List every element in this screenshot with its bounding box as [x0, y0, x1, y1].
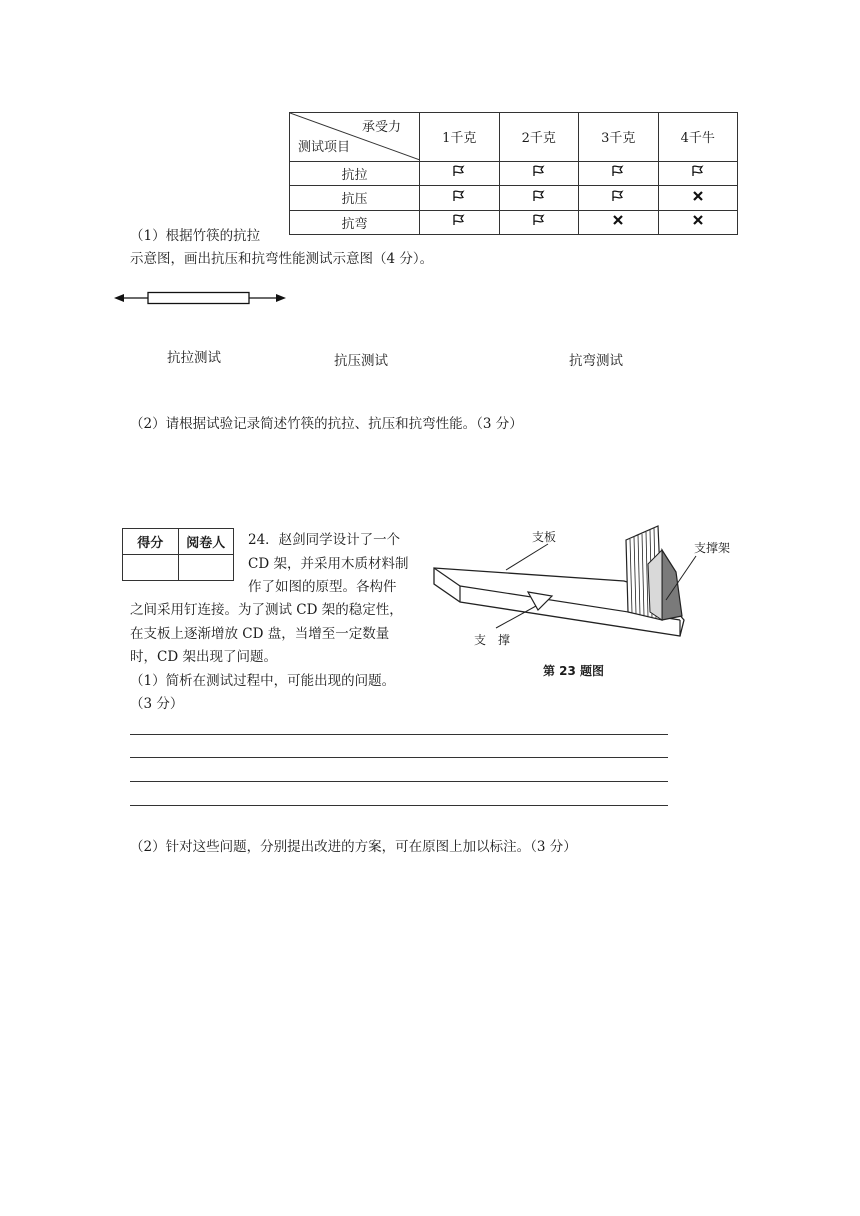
board-label: 支板 [532, 530, 557, 544]
result-fail-cell [579, 210, 659, 234]
flag-icon [532, 214, 546, 230]
tension-test-label: 抗拉测试 [167, 350, 221, 366]
flag-icon [532, 190, 546, 206]
bending-test-label: 抗弯测试 [569, 353, 623, 369]
answer-line[interactable] [130, 805, 668, 806]
column-header: 4千牛 [658, 113, 738, 162]
tension-diagram [112, 287, 288, 309]
cross-icon [692, 190, 704, 206]
table-row [290, 186, 738, 210]
answer-line[interactable] [130, 757, 668, 758]
grader-cell[interactable] [178, 555, 234, 581]
table-header-diagonal [290, 113, 420, 162]
score-box [122, 528, 234, 581]
figure-caption: 第 23 题图 [543, 664, 605, 678]
question-24-line: 时，CD 架出现了问题。 [130, 649, 277, 665]
result-pass-cell [420, 161, 500, 185]
table-row [290, 210, 738, 234]
question-24-line: CD 架，并采用木质材料制 [248, 555, 409, 572]
result-pass-cell [420, 210, 500, 234]
result-pass-cell [499, 210, 579, 234]
grader-label: 阅卷人 [178, 529, 234, 555]
flag-icon [452, 190, 466, 206]
column-header: 1千克 [420, 113, 500, 162]
test-results-table [289, 112, 738, 235]
support-label: 支 撑 [474, 633, 511, 647]
result-fail-cell [658, 210, 738, 234]
question-24-line: 24．赵剑同学设计了一个 [248, 532, 401, 548]
row-label: 抗压 [290, 186, 420, 210]
flag-icon [611, 165, 625, 181]
answer-line[interactable] [130, 781, 668, 782]
result-pass-cell [420, 186, 500, 210]
result-pass-cell [499, 161, 579, 185]
result-fail-cell [658, 186, 738, 210]
flag-icon [691, 165, 705, 181]
question-1-line1: （1）根据竹筷的抗拉 [130, 228, 261, 244]
table-row [290, 161, 738, 185]
result-pass-cell [579, 186, 659, 210]
column-header: 3千克 [579, 113, 659, 162]
score-cell[interactable] [123, 555, 179, 581]
result-pass-cell [658, 161, 738, 185]
header-force-label: 承受力 [361, 120, 401, 136]
compression-test-label: 抗压测试 [334, 353, 388, 369]
row-label: 抗拉 [290, 161, 420, 185]
flag-icon [532, 165, 546, 181]
flag-icon [452, 165, 466, 181]
row-label: 抗弯 [290, 210, 420, 234]
flag-icon [452, 214, 466, 230]
question-24-part2: （2）针对这些问题，分别提出改进的方案，可在原图上加以标注。（3 分） [130, 839, 577, 855]
cross-icon [612, 214, 624, 230]
header-item-label: 测试项目 [298, 140, 351, 156]
question-24-line: 在支板上逐渐增放 CD 盘，当增至一定数量 [130, 625, 390, 642]
question-24-line: （1）简析在测试过程中，可能出现的问题。 [130, 672, 396, 689]
flag-icon [611, 190, 625, 206]
question-24-line: 作了如图的原型。各构件 [248, 579, 397, 595]
cross-icon [692, 214, 704, 230]
answer-line[interactable] [130, 734, 668, 735]
question-2: （2）请根据试验记录简述竹筷的抗拉、抗压和抗弯性能。（3 分） [130, 416, 523, 432]
column-header: 2千克 [499, 113, 579, 162]
question-24-line: （3 分） [130, 696, 184, 712]
result-pass-cell [579, 161, 659, 185]
frame-label: 支撑架 [694, 541, 731, 555]
question-1-line2: 示意图，画出抗压和抗弯性能测试示意图（4 分）。 [130, 251, 434, 267]
question-24-line: 之间采用钉连接。为了测试 CD 架的稳定性， [130, 602, 403, 618]
result-pass-cell [499, 186, 579, 210]
question-24-intro [248, 529, 408, 600]
score-label: 得分 [123, 529, 179, 555]
question-24-body [130, 599, 403, 717]
